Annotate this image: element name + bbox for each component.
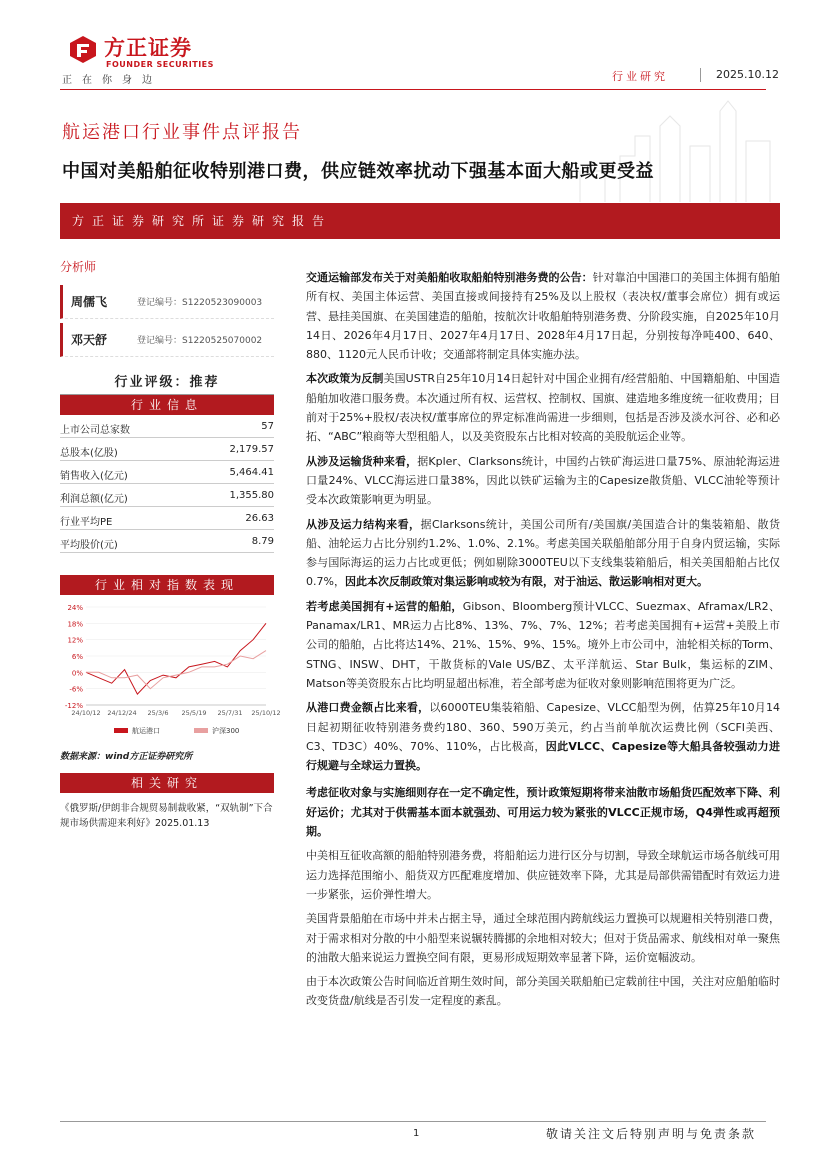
y-tick-label: 24% [67, 604, 83, 612]
info-value: 26.63 [245, 513, 274, 524]
x-tick-label: 24/12/24 [107, 709, 137, 717]
paragraph: 由于本次政策公告时间临近首期生效时间，部分美国关联船舶已定载前往中国，关注对应船舶临时改变货盘/航线是否引发一定程度的紊乱。 [306, 975, 780, 1008]
series-line [86, 623, 266, 694]
document-kind: 航运港口行业事件点评报告 [62, 122, 302, 143]
analyst-name: 邓天舒 [71, 333, 108, 347]
paragraph-text: 以6000TEU集装箱船、Capesize、VLCC船型为例，估算25年10月14日起初期征收特别港务费约180、360、590万美元，约占当前单航次运费比例（SCFI美西、C3、TD3C）40%、70%、110%，占比极高， [306, 701, 780, 753]
lead-bold: 从港口费金额占比来看， [306, 701, 430, 715]
legend-swatch [194, 728, 208, 733]
legend-label: 沪深300 [212, 727, 240, 735]
analyst-card [60, 285, 274, 319]
info-value: 8.79 [251, 536, 274, 547]
paragraph [306, 452, 780, 510]
x-tick-label: 25/3/6 [147, 709, 169, 717]
y-tick-label: 12% [67, 636, 83, 645]
disclaimer-note: 敬请关注文后特别声明与免责条款 [546, 1127, 757, 1141]
info-row [60, 507, 274, 530]
relative-index-chart [60, 595, 281, 745]
paragraph [306, 698, 780, 775]
founder-logo-icon [68, 34, 98, 64]
industry-info-heading: 行业信息 [60, 395, 274, 415]
legend-label: 航运港口 [132, 727, 160, 735]
x-tick-label: 25/10/12 [251, 709, 281, 717]
header-separator [700, 68, 701, 82]
lead-bold: 本次政策为反制 [306, 372, 384, 386]
footer-divider [60, 1121, 766, 1122]
legend-swatch [114, 728, 128, 733]
report-date: 2025.10.12 [716, 68, 779, 81]
analyst-name: 周儒飞 [71, 295, 108, 309]
analyst-heading: 分析师 [60, 260, 97, 274]
institute-label: 方正证券研究所证券研究报告 [72, 214, 333, 228]
info-row [60, 530, 274, 553]
y-tick-label: 6% [71, 653, 83, 661]
paragraph-text: 针对靠泊中国港口的美国主体拥有船舶所有权、美国主体运营、美国直接或间接持有25%及以上股权（表决权/董事会席位）拥有或运营、悬挂美国旗、在美国建造的船舶，按航次计收船舶特别港务费、分阶段实施，自2025年10月14日、2026年4月17日、2027年4月17日、2028年4月17日起，分别按每净吨400、640、880、1120元人民币计收；交通部将制定具体实施办法。 [306, 271, 781, 362]
info-key: 平均股价(元) [60, 540, 118, 551]
info-row [60, 461, 274, 484]
logo-text-cn: 方正证券 [104, 36, 192, 60]
lead-bold: 从涉及运力结构来看， [306, 517, 421, 531]
paragraph: 中美相互征收高额的船舶特别港务费，将船舶运力进行区分与切割，导致全球航运市场各航线可用运力选择范围缩小、船货双方匹配难度增加、供应链效率下降，尤其是局部供需错配时有效运力进一步紧张，运价弹性增大。 [306, 849, 780, 901]
lead-bold: 交通运输部发布关于对美船舶收取船舶特别港务费的公告： [306, 271, 593, 284]
lead-bold: 从涉及运输货种来看， [306, 454, 418, 468]
industry-rating: 行业评级：推荐 [60, 371, 274, 395]
institute-banner [60, 203, 780, 239]
info-key: 销售收入(亿元) [60, 471, 128, 482]
document-title: 中国对美船舶征收特别港口费，供应链效率扰动下强基本面大船或更受益 [62, 161, 654, 182]
info-row [60, 415, 274, 438]
paragraph-text: Gibson、Bloomberg预计VLCC、Suezmax、Aframax/LR2、Panamax/LR1、MR运力占比8%、13%、7%、7%、12%；若考虑美国拥有+运营+美股上市公司的船舶，占比将达14%、21%、15%、9%、15%。境外上市公司中，油轮相关标的Torm、STNG、INSW、DHT，干散货标的Vale US/BZ、太平洋航运、Star Bulk，集运标的ZIM、Matson等美资股东占比均明显超出标准，若全部考虑为征收对象则影响范围将更为广泛。 [306, 599, 780, 690]
summary-bold: 考虑征收对象与实施细则存在一定不确定性，预计政策短期将带来油散市场船货匹配效率下降、利好运价；尤其对于供需基本面本就强劲、可用运力较为紧张的VLCC正规市场，Q4弹性或再超预期。 [306, 786, 780, 839]
data-source: 数据来源：wind方正证券研究所 [60, 752, 193, 762]
series-line [86, 651, 266, 689]
info-value: 5,464.41 [229, 467, 274, 478]
analyst-card [60, 323, 274, 357]
paragraph [306, 268, 780, 364]
paragraph [306, 369, 780, 446]
x-tick-label: 25/7/31 [217, 709, 243, 717]
info-row [60, 484, 274, 507]
report-body [306, 268, 780, 1016]
slogan: 正在你身边 [62, 75, 162, 86]
info-value: 57 [261, 421, 274, 432]
info-row [60, 438, 274, 461]
paragraph [306, 783, 780, 841]
lead-bold: 若考虑美国拥有+运营的船舶， [306, 599, 463, 613]
info-key: 总股本(亿股) [60, 448, 118, 459]
header-divider [60, 89, 766, 90]
industry-info-table [60, 415, 274, 553]
info-value: 1,355.80 [229, 490, 274, 501]
info-value: 2,179.57 [229, 444, 274, 455]
page-number: 1 [413, 1128, 420, 1139]
report-type: 行业研究 [612, 70, 668, 83]
paragraph-text: 据Clarksons统计，美国公司所有/美国旗/美国造合计的集装箱船、散货船、油轮运力占比分别约1.2%、1.0%、2.1%。考虑美国关联船舶部分用于自身内贸运输，实际参与国际海运的运力占比或更低；例如剔除3000TEU以下支线集装箱船后，相关美国船舶占比仅0.7%， [306, 517, 781, 589]
x-tick-label: 25/5/19 [181, 709, 207, 717]
y-tick-label: -12% [64, 702, 83, 710]
x-tick-label: 24/10/12 [71, 709, 101, 717]
y-tick-label: 18% [67, 620, 83, 629]
chart-svg [60, 595, 281, 745]
sidebar [60, 258, 281, 831]
analyst-reg: 登记编号：S1220525070002 [137, 336, 263, 346]
paragraph [306, 515, 780, 592]
related-heading: 相关研究 [60, 773, 274, 793]
related-research: 《俄罗斯/伊朗非合规贸易制裁收紧，“双轨制”下合规市场供需迎来利好》2025.01.13 [60, 803, 273, 829]
info-key: 上市公司总家数 [60, 425, 130, 436]
y-tick-label: -6% [69, 685, 83, 694]
analyst-reg: 登记编号：S1220523090003 [137, 298, 263, 308]
paragraph-text: 美国USTR自25年10月14日起针对中国企业拥有/经营船舶、中国籍船舶、中国造船舶加收港口服务费。本次通过所有权、运营权、控制权、国旗、建造地多维度统一征收费用；目前对于25%+股权/表决权/董事席位的界定标准尚需进一步细则，包括是否涉及淡水河谷、必和必拓、“ABC”粮商等大型租船人，以及美资股东占比相对较高的美股航运企业等。 [306, 372, 781, 444]
info-key: 行业平均PE [60, 517, 113, 528]
paragraph-text: 据Kpler、Clarksons统计，中国约占铁矿海运进口量75%、原油轮海运进口量24%、VLCC海运进口量38%，因此以铁矿运输为主的Capesize散货船、VLCC油轮等预计受本次政策影响更为明显。 [306, 454, 780, 507]
info-key: 利润总额(亿元) [60, 494, 128, 505]
conclusion-bold: 因此VLCC、Capesize等大船具备较强动力进行规避与全球运力置换。 [306, 739, 780, 773]
chart-heading: 行业相对指数表现 [60, 575, 274, 595]
paragraph: 美国背景船舶在市场中并未占据主导，通过全球范围内跨航线运力置换可以规避相关特别港口费，对于需求相对分散的中小船型来说辗转腾挪的余地相对较大；但对于货品需求、航线相对单一聚焦的油散大船来说运力置换空间有限，更易形成短期效率显著下降，运价宽幅波动。 [306, 912, 780, 964]
paragraph [306, 597, 780, 693]
y-tick-label: 0% [71, 669, 83, 678]
logo-text-en: FOUNDER SECURITIES [106, 60, 214, 69]
conclusion-bold: 因此本次反制政策对集运影响或较为有限，对于油运、散运影响相对更大。 [344, 575, 708, 589]
